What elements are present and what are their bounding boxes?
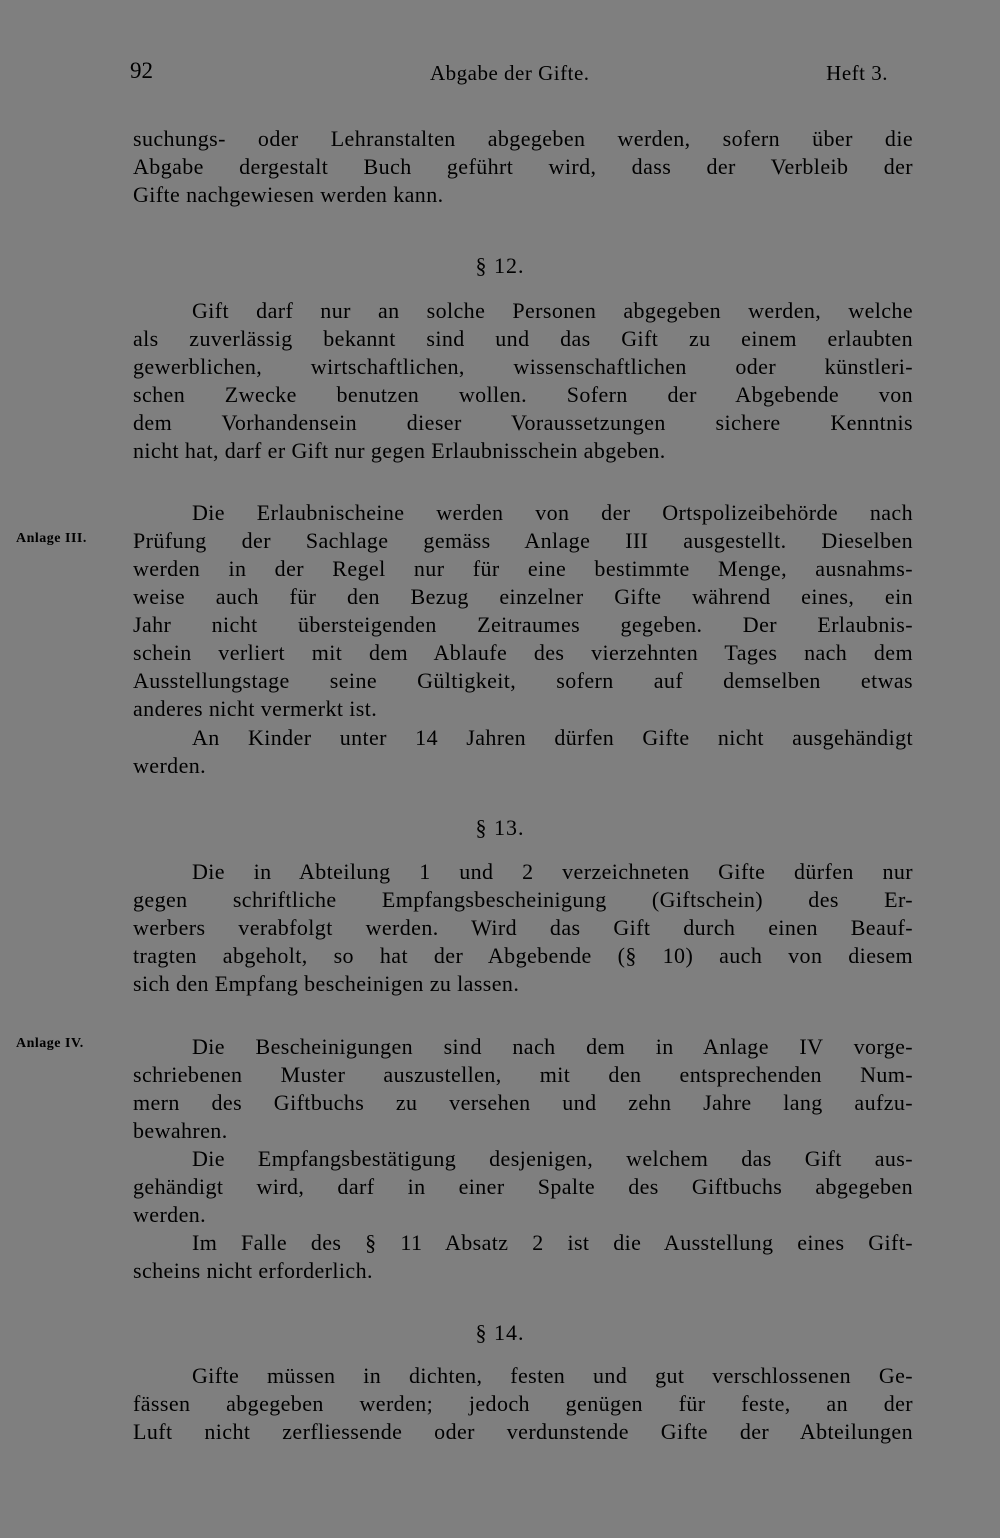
- text-line: werden in der Regel nur für eine bestimmte Menge, ausnahms-: [133, 556, 913, 581]
- text-line: anderes nicht vermerkt ist.: [133, 696, 378, 721]
- text-line: Die in Abteilung 1 und 2 verzeichneten Gifte dürfen nur: [192, 859, 913, 884]
- text-line: gegen schriftliche Empfangsbescheinigung (Giftschein) des Er-: [133, 887, 913, 912]
- text-line: An Kinder unter 14 Jahren dürfen Gifte nicht ausgehändigt: [192, 725, 913, 750]
- page-header: [130, 58, 920, 92]
- text-line: werden.: [133, 1202, 207, 1227]
- text-line: werden.: [133, 753, 207, 778]
- text-line: mern des Giftbuchs zu versehen und zehn Jahre lang aufzu-: [133, 1090, 913, 1115]
- text-line: als zuverlässig bekannt sind und das Gift zu einem erlaubten: [133, 326, 913, 351]
- text-line: Die Empfangsbestätigung desjenigen, welchem das Gift aus-: [192, 1146, 913, 1171]
- text-line: schriebenen Muster auszustellen, mit den entsprechenden Num-: [133, 1062, 913, 1087]
- text-line: gehändigt wird, darf in einer Spalte des Giftbuchs abgegeben: [133, 1174, 913, 1199]
- text-line: Jahr nicht übersteigenden Zeitraumes gegeben. Der Erlaubnis-: [133, 612, 913, 637]
- text-line: weise auch für den Bezug einzelner Gifte während eines, ein: [133, 584, 913, 609]
- text-line: Gift darf nur an solche Personen abgegeben werden, welche: [192, 298, 913, 323]
- text-line: nicht hat, darf er Gift nur gegen Erlaubnisschein abgeben.: [133, 438, 666, 463]
- text-line: sich den Empfang bescheinigen zu lassen.: [133, 971, 520, 996]
- issue-label: Heft 3.: [826, 61, 888, 85]
- text-line: Gifte müssen in dichten, festen und gut verschlossenen Ge-: [192, 1363, 913, 1388]
- text-line: Gifte nachgewiesen werden kann.: [133, 182, 444, 207]
- text-line: scheins nicht erforderlich.: [133, 1258, 373, 1283]
- text-line: schein verliert mit dem Ablaufe des vierzehnten Tages nach dem: [133, 640, 913, 665]
- section-heading-12: § 12.: [475, 253, 525, 278]
- text-line: gewerblichen, wirtschaftlichen, wissenschaftlichen oder künstleri-: [133, 354, 913, 379]
- text-line: schen Zwecke benutzen wollen. Sofern der Abgebende von: [133, 382, 913, 407]
- section-heading-13: § 13.: [475, 815, 525, 840]
- text-line: Prüfung der Sachlage gemäss Anlage III ausgestellt. Dieselben: [133, 528, 913, 553]
- running-title: Abgabe der Gifte.: [430, 61, 590, 85]
- text-line: Die Bescheinigungen sind nach dem in Anlage IV vorge-: [192, 1034, 913, 1059]
- section-heading-14: § 14.: [475, 1320, 525, 1345]
- text-line: bewahren.: [133, 1118, 228, 1143]
- text-line: fässen abgegeben werden; jedoch genügen für feste, an der: [133, 1391, 913, 1416]
- text-line: Abgabe dergestalt Buch geführt wird, dass der Verbleib der: [133, 154, 913, 179]
- margin-note-anlage-iii: Anlage III.: [16, 531, 87, 546]
- text-line: Ausstellungstage seine Gültigkeit, sofern auf demselben etwas: [133, 668, 913, 693]
- margin-note-anlage-iv: Anlage IV.: [16, 1036, 84, 1051]
- text-line: tragten abgeholt, so hat der Abgebende (§ 10) auch von diesem: [133, 943, 913, 968]
- text-line: Im Falle des § 11 Absatz 2 ist die Ausstellung eines Gift-: [192, 1230, 913, 1255]
- text-line: dem Vorhandensein dieser Voraussetzungen sichere Kenntnis: [133, 410, 913, 435]
- page-number: 92: [130, 58, 153, 83]
- text-line: Luft nicht zerfliessende oder verdunstende Gifte der Abteilungen: [133, 1419, 913, 1444]
- text-line: Die Erlaubnischeine werden von der Ortspolizeibehörde nach: [192, 500, 913, 525]
- text-line: werbers verabfolgt werden. Wird das Gift durch einen Beauf-: [133, 915, 913, 940]
- text-line: suchungs- oder Lehranstalten abgegeben werden, sofern über die: [133, 126, 913, 151]
